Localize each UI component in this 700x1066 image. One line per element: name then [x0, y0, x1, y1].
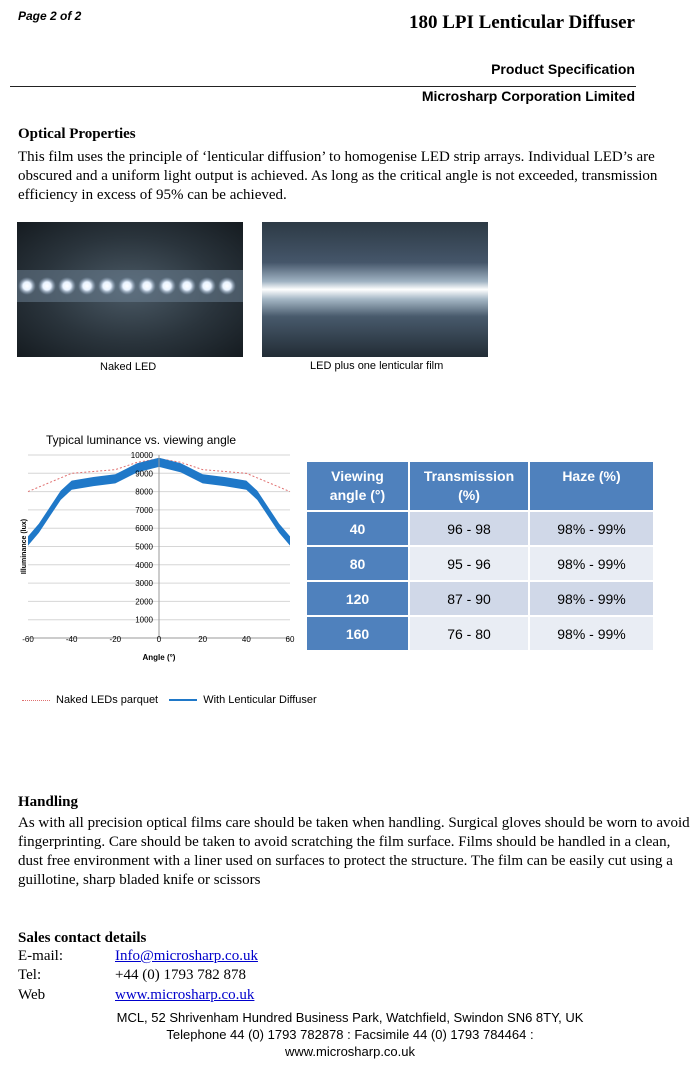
email-link[interactable]: Info@microsharp.co.uk	[115, 948, 258, 964]
table-header-transmission: Transmission (%)	[410, 462, 528, 510]
optical-properties-text: This film uses the principle of ‘lenticular diffusion’ to homogenise LED strip arrays. Individual LED’s are obscured and a uniform light output is achieved. As long as the critical angle is not exceeded, transmission efficiency in excess of 95% can be achieved.	[18, 149, 658, 203]
email-value	[115, 948, 258, 965]
lenticular-film-caption: LED plus one lenticular film	[310, 360, 444, 372]
table-cell: 98% - 99%	[530, 582, 653, 615]
web-label: Web	[18, 987, 46, 1003]
y-tick-label: 1000	[135, 615, 153, 625]
table-row	[307, 582, 653, 615]
y-tick-label: 2000	[135, 597, 153, 607]
footer-address: MCL, 52 Shrivenham Hundred Business Park, Watchfield, Swindon SN6 8TY, UK	[116, 1010, 584, 1025]
table-header-haze: Haze (%)	[530, 462, 653, 510]
led-dot	[158, 277, 176, 295]
table-cell: 98% - 99%	[530, 512, 653, 545]
header-divider	[10, 86, 636, 87]
table-cell: 160	[307, 617, 408, 650]
tel-value: +44 (0) 1793 782 878	[115, 967, 246, 983]
tel-label: Tel:	[18, 967, 42, 983]
document-title: 180 LPI Lenticular Diffuser	[408, 12, 635, 33]
footer-website: www.microsharp.co.uk	[284, 1044, 416, 1059]
table-cell: 96 - 98	[410, 512, 528, 545]
naked-led-photo	[17, 222, 243, 357]
y-axis-label: Illuminance (lux)	[21, 518, 28, 575]
led-dot	[78, 277, 96, 295]
led-dot	[38, 277, 56, 295]
led-dot	[18, 277, 36, 295]
table-cell: 98% - 99%	[530, 617, 653, 650]
company-name: Microsharp Corporation Limited	[421, 88, 635, 104]
x-tick-label: -60	[22, 635, 34, 644]
x-tick-label: 20	[198, 635, 208, 644]
table-cell: 80	[307, 547, 408, 580]
web-value	[115, 987, 254, 1004]
sales-contact-heading: Sales contact details	[18, 930, 147, 946]
table-cell: 120	[307, 582, 408, 615]
x-tick-label: -20	[109, 635, 122, 644]
legend-swatch-naked	[22, 700, 50, 701]
x-axis-label: Angle (°)	[142, 653, 176, 662]
y-tick-label: 8000	[135, 487, 153, 497]
x-tick-label: -40	[65, 635, 78, 644]
y-tick-label: 7000	[135, 505, 153, 515]
led-dot	[198, 277, 216, 295]
led-dot	[138, 277, 156, 295]
table-cell: 87 - 90	[410, 582, 528, 615]
y-tick-label: 5000	[135, 542, 153, 552]
led-dot	[178, 277, 196, 295]
document-subtitle: Product Specification	[491, 61, 635, 77]
led-dot	[98, 277, 116, 295]
x-tick-label: 0	[156, 635, 162, 644]
table-header-row	[307, 462, 653, 510]
table-header-angle: Viewing angle (°)	[307, 462, 408, 510]
table-cell: 40	[307, 512, 408, 545]
spec-table	[305, 460, 655, 652]
website-link[interactable]: www.microsharp.co.uk	[115, 987, 255, 1003]
led-dots	[17, 222, 243, 357]
lenticular-film-photo	[262, 222, 488, 357]
led-dot	[118, 277, 136, 295]
y-tick-label: 6000	[135, 524, 153, 534]
table-row	[307, 547, 653, 580]
x-tick-label: 40	[241, 635, 251, 644]
y-tick-label: 10000	[130, 451, 153, 460]
table-row	[307, 617, 653, 650]
naked-led-caption: Naked LED	[100, 361, 157, 373]
table-cell: 98% - 99%	[530, 547, 653, 580]
led-dot	[58, 277, 76, 295]
handling-heading: Handling	[18, 794, 79, 810]
page-number: Page 2 of 2	[18, 9, 82, 23]
led-dot-group	[18, 277, 236, 295]
legend-swatch-diffuser	[169, 699, 197, 701]
legend-label-diffuser: With Lenticular Diffuser	[203, 694, 317, 706]
table-row	[307, 512, 653, 545]
handling-text: As with all precision optical films care should be taken when handling. Surgical gloves should be worn to avoid fingerprinting. Care should be taken to avoid scratching the film surface. Films should be handled in a clean, dust free environment with a liner used on surfaces to protect the structure. The film can be easily cut using a guillotine, sharp bladed knife or scissors	[18, 815, 690, 888]
optical-properties-heading: Optical Properties	[18, 126, 136, 142]
footer-phone: Telephone 44 (0) 1793 782878 : Facsimile 44 (0) 1793 784464 :	[166, 1027, 534, 1042]
y-tick-label: 9000	[135, 469, 153, 479]
chart-title: Typical luminance vs. viewing angle	[46, 433, 237, 447]
table-cell: 95 - 96	[410, 547, 528, 580]
y-tick-label: 4000	[135, 560, 153, 570]
luminance-chart	[0, 445, 300, 670]
x-tick-label: 60	[285, 635, 295, 644]
legend-label-naked: Naked LEDs parquet	[56, 694, 159, 706]
table-cell: 76 - 80	[410, 617, 528, 650]
email-label: E-mail:	[18, 948, 63, 964]
chart-legend	[22, 694, 317, 706]
led-dot	[218, 277, 236, 295]
y-tick-label: 3000	[135, 579, 153, 589]
